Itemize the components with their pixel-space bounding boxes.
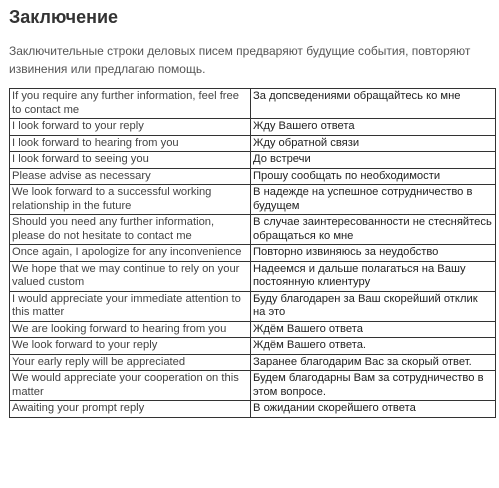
page-title: Заключение xyxy=(9,7,119,27)
table-row xyxy=(10,135,496,152)
english-phrase-cell: We look forward to a successful working relationship in the future xyxy=(10,185,251,215)
article xyxy=(9,6,492,414)
english-phrase-cell: We look forward to your reply xyxy=(10,338,251,355)
english-phrase-cell: If you require any further information, feel free to contact me xyxy=(10,89,251,119)
table-row xyxy=(10,89,496,119)
table-row xyxy=(10,185,496,215)
table-row xyxy=(10,152,496,169)
table-row xyxy=(10,354,496,371)
table-row xyxy=(10,245,496,262)
english-phrase-cell: Please advise as necessary xyxy=(10,168,251,185)
russian-phrase-cell: До встречи xyxy=(251,152,496,169)
russian-phrase-cell: Будем благодарны Вам за сотрудничество в этом вопросе. xyxy=(251,371,496,401)
table-row xyxy=(10,215,496,245)
english-phrase-cell: Awaiting your prompt reply xyxy=(10,401,251,418)
russian-phrase-cell: Надеемся и дальше полагаться на Вашу постоянную клиентуру xyxy=(251,261,496,291)
russian-phrase-cell: Заранее благодарим Вас за скорый ответ. xyxy=(251,354,496,371)
russian-phrase-cell: Повторно извиняюсь за неудобство xyxy=(251,245,496,262)
intro-paragraph: Заключительные строки деловых писем предваряют будущие события, повторяют извинения или предлагаю помощь. xyxy=(9,44,471,76)
english-phrase-cell: I look forward to your reply xyxy=(10,119,251,136)
phrases-table xyxy=(9,88,496,418)
english-phrase-cell: I would appreciate your immediate attention to this matter xyxy=(10,291,251,321)
english-phrase-cell: Should you need any further information, please do not hesitate to contact me xyxy=(10,215,251,245)
table-row xyxy=(10,338,496,355)
english-phrase-cell: We would appreciate your cooperation on this matter xyxy=(10,371,251,401)
russian-phrase-cell: Прошу сообщать по необходимости xyxy=(251,168,496,185)
phrases-table-body xyxy=(10,89,496,418)
russian-phrase-cell: Буду благодарен за Ваш скорейший отклик на это xyxy=(251,291,496,321)
russian-phrase-cell: Жду обратной связи xyxy=(251,135,496,152)
table-row xyxy=(10,168,496,185)
table-row xyxy=(10,321,496,338)
table-row xyxy=(10,261,496,291)
english-phrase-cell: We are looking forward to hearing from you xyxy=(10,321,251,338)
english-phrase-cell: We hope that we may continue to rely on your valued custom xyxy=(10,261,251,291)
russian-phrase-cell: В надежде на успешное сотрудничество в будущем xyxy=(251,185,496,215)
english-phrase-cell: I look forward to hearing from you xyxy=(10,135,251,152)
russian-phrase-cell: Ждём Вашего ответа xyxy=(251,321,496,338)
russian-phrase-cell: В ожидании скорейшего ответа xyxy=(251,401,496,418)
russian-phrase-cell: Ждём Вашего ответа. xyxy=(251,338,496,355)
table-row xyxy=(10,401,496,418)
table-row xyxy=(10,371,496,401)
english-phrase-cell: Once again, I apologize for any inconvenience xyxy=(10,245,251,262)
table-row xyxy=(10,119,496,136)
english-phrase-cell: Your early reply will be appreciated xyxy=(10,354,251,371)
table-row xyxy=(10,291,496,321)
english-phrase-cell: I look forward to seeing you xyxy=(10,152,251,169)
russian-phrase-cell: За допсведениями обращайтесь ко мне xyxy=(251,89,496,119)
russian-phrase-cell: В случае заинтересованности не стесняйтесь обращаться ко мне xyxy=(251,215,496,245)
russian-phrase-cell: Жду Вашего ответа xyxy=(251,119,496,136)
